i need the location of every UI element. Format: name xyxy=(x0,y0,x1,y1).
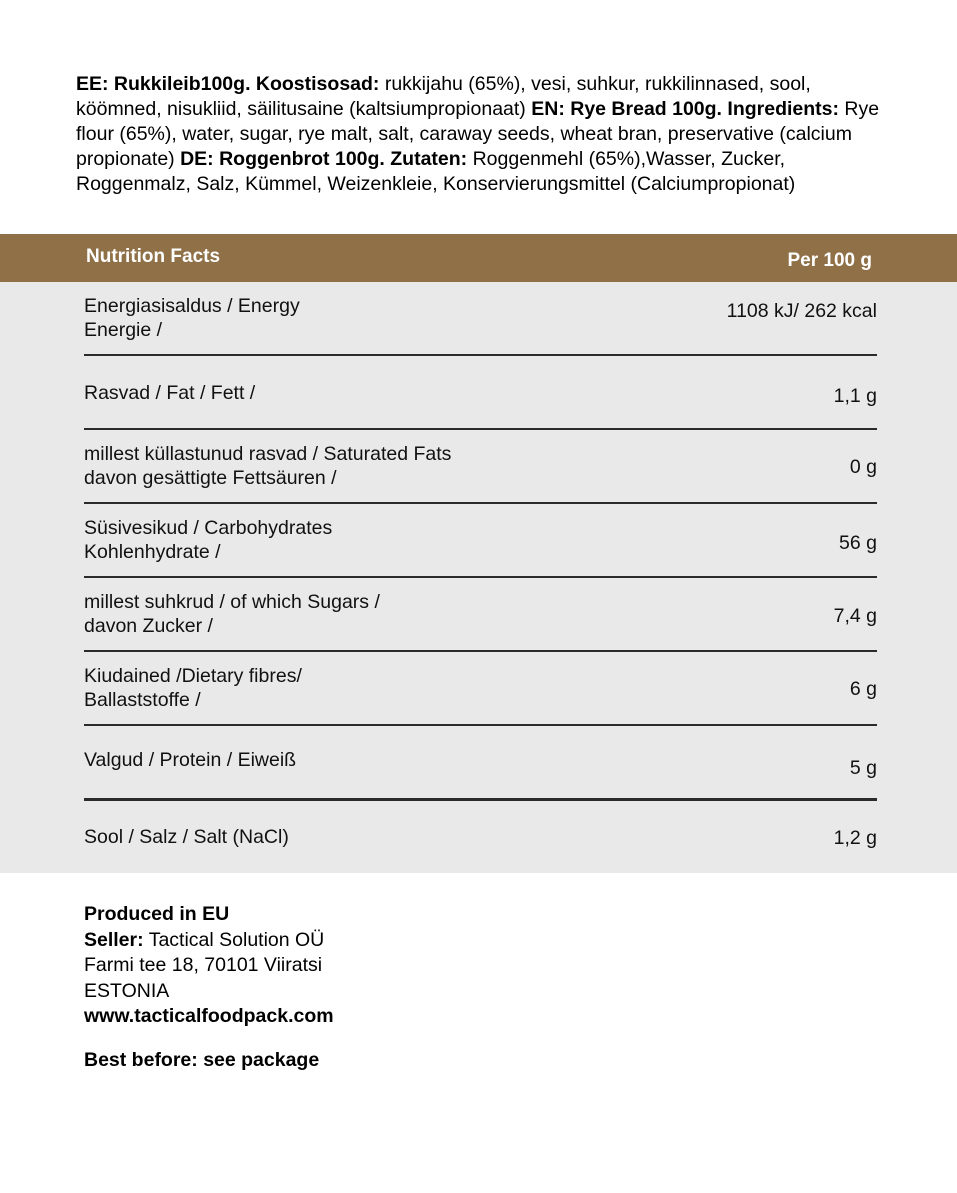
nutrition-facts-panel xyxy=(0,234,957,873)
ingredients-de-text: Roggenmehl (65%),Wasser, Zucker, Roggenmalz, Salz, Kümmel, Weizenkleie, Konservierungsmittel (Calciumpropionat) xyxy=(76,148,796,195)
nutrient-value: 0 g xyxy=(849,456,877,478)
nutrient-label: Süsivesikud / Carbohydrates Kohlenhydrate / xyxy=(84,517,333,563)
nutrition-per-column-header: Per 100 g xyxy=(787,250,872,271)
nutrition-rows xyxy=(0,282,957,873)
ingredients-ee-text: rukkijahu (65%), vesi, suhkur, rukkilinnased, sool, köömned, nisukliid, säilitusaine (kaltsiumpropionaat) xyxy=(76,73,811,120)
nutrient-label: millest suhkrud / of which Sugars / davon Zucker / xyxy=(84,591,380,637)
ingredients-block xyxy=(76,72,896,197)
seller-address: Farmi tee 18, 70101 Viiratsi xyxy=(84,954,323,976)
nutrient-label: Sool / Salz / Salt (NaCl) xyxy=(84,826,289,848)
table-row xyxy=(84,356,877,430)
seller-line xyxy=(84,928,784,954)
nutrition-facts-header xyxy=(0,234,957,282)
nutrient-label: millest küllastunud rasvad / Saturated Fats davon gesättigte Fettsäuren / xyxy=(84,443,452,489)
nutrient-label: Rasvad / Fat / Fett / xyxy=(84,382,256,404)
seller-name: Tactical Solution OÜ xyxy=(143,928,325,951)
nutrition-facts-title: Nutrition Facts xyxy=(86,246,221,267)
table-row xyxy=(84,652,877,726)
footer-spacer xyxy=(84,1030,784,1048)
nutrient-label: Valgud / Protein / Eiweiß xyxy=(84,749,297,771)
nutrient-value: 1,2 g xyxy=(833,827,877,849)
website-link[interactable]: www.tacticalfoodpack.com xyxy=(84,1005,334,1027)
nutrient-value: 1,1 g xyxy=(833,385,877,407)
ingredients-de-label: DE: Roggenbrot 100g. Zutaten: xyxy=(180,148,468,170)
table-row xyxy=(84,801,877,873)
seller-country: ESTONIA xyxy=(84,979,170,1002)
nutrient-label: Energiasisaldus / Energy Energie / xyxy=(84,295,300,341)
table-row xyxy=(84,726,877,801)
ingredients-ee-label: EE: Rukkileib100g. Koostisosad: xyxy=(76,73,380,95)
seller-info-block xyxy=(84,902,784,1073)
table-row xyxy=(84,578,877,652)
nutrient-value: 7,4 g xyxy=(833,605,877,627)
ingredients-en-label: EN: Rye Bread 100g. Ingredients: xyxy=(531,98,839,120)
best-before-text: Best before: see package xyxy=(84,1048,320,1071)
ingredients-en-text: Rye flour (65%), water, sugar, rye malt, salt, caraway seeds, wheat bran, preservative (calcium propionate) xyxy=(76,98,880,170)
produced-in-text: Produced in EU xyxy=(84,903,230,925)
nutrient-value: 56 g xyxy=(839,532,877,554)
nutrient-value: 6 g xyxy=(849,678,877,700)
nutrient-value: 1108 kJ/ 262 kcal xyxy=(726,300,877,322)
table-row xyxy=(84,504,877,578)
nutrient-label: Kiudained /Dietary fibres/ Ballaststoffe / xyxy=(84,665,302,711)
seller-label: Seller: xyxy=(84,928,144,951)
table-row xyxy=(84,430,877,504)
table-row xyxy=(84,282,877,356)
nutrient-value: 5 g xyxy=(849,757,877,779)
